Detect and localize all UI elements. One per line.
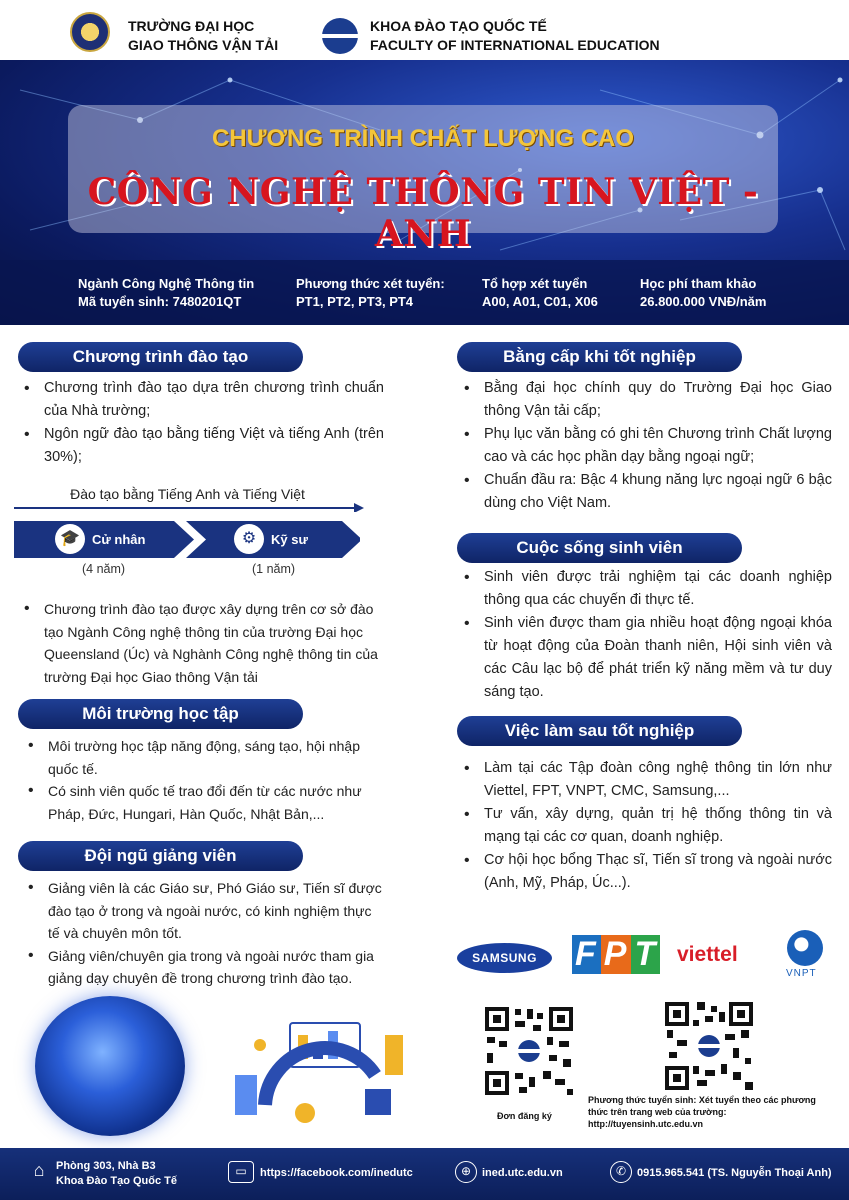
- student-life-bullet-2: • Sinh viên được tham gia nhiều hoạt động ngoại khóa từ hoạt động của Đoàn thanh niên, Hội sinh viên và các Câu lạc bộ để phát triển kỹ năng mềm và tư duy sáng tạo.: [458, 612, 832, 704]
- contact-footer: [0, 1148, 849, 1200]
- degree-bullet-3: • Chuẩn đầu ra: Bậc 4 khung năng lực ngoại ngữ 6 bậc dùng cho Việt Nam.: [458, 469, 832, 515]
- section-heading-faculty: Đội ngũ giảng viên: [18, 841, 303, 871]
- page-header: [0, 0, 849, 60]
- footer-website-link[interactable]: ined.utc.edu.vn: [482, 1167, 563, 1179]
- utc-logo: [70, 12, 110, 52]
- section-heading-student-life: Cuộc sống sinh viên: [457, 533, 742, 563]
- vnpt-logo-mark: [787, 930, 823, 966]
- footer-address-line1: Phòng 303, Nhà B3: [56, 1160, 156, 1172]
- info-major: [78, 275, 254, 311]
- fpt-logo: [572, 935, 660, 974]
- student-life-bullet-1: • Sinh viên được trải nghiệm tại các doanh nghiệp thông qua các chuyến đi thực tế.: [458, 566, 832, 612]
- section-heading-training: Chương trình đào tạo: [18, 342, 303, 372]
- stage-bachelor: Cử nhân: [92, 532, 146, 547]
- faculty-bullet-1: • Giảng viên là các Giáo sư, Phó Giáo sư, Tiến sĩ được đào tạo ở trong và ngoài nước, có kinh nghiệm thực tế và chuyên môn tốt.: [22, 877, 384, 945]
- vnpt-logo-text: VNPT: [786, 968, 817, 979]
- viettel-logo: viettel: [677, 943, 738, 966]
- fie-name-line1: KHOA ĐÀO TẠO QUỐC TẾ: [370, 18, 547, 34]
- stage-engineer: Kỹ sư: [271, 532, 308, 547]
- pathway-arrow: [14, 500, 366, 512]
- info-major-code: Mã tuyển sinh: 7480201QT: [78, 294, 242, 309]
- utc-name-line2: GIAO THÔNG VẬN TẢI: [128, 37, 279, 53]
- phone-icon: ✆: [610, 1161, 632, 1183]
- info-admission-method: [296, 275, 445, 311]
- fpt-letter-f: F: [572, 935, 601, 974]
- environment-bullet-2: • Có sinh viên quốc tế trao đổi đến từ các nước như Pháp, Đức, Hungari, Hàn Quốc, Nhật Bản,...: [22, 780, 384, 825]
- training-bullet-3-block: [18, 598, 384, 688]
- globe-web-icon: ⊕: [455, 1161, 477, 1183]
- info-tuition-value: 26.800.000 VNĐ/năm: [640, 294, 767, 309]
- jobs-bullet-2: • Tư vấn, xây dựng, quản trị hệ thống thông tin và mạng tại các cơ quan, doanh nghiệp.: [458, 803, 832, 849]
- section-heading-degree: Bằng cấp khi tốt nghiệp: [457, 342, 742, 372]
- footer-phone[interactable]: 0915.965.541 (TS. Nguyễn Thoại Anh): [637, 1167, 832, 1179]
- fie-logo: [322, 18, 358, 54]
- fie-name: [370, 17, 660, 55]
- jobs-bullet-3: • Cơ hội học bổng Thạc sĩ, Tiến sĩ trong và ngoài nước (Anh, Mỹ, Pháp, Úc...).: [458, 849, 832, 895]
- section-heading-jobs: Việc làm sau tốt nghiệp: [457, 716, 742, 746]
- facebook-browser-icon: ▭: [228, 1161, 254, 1183]
- jobs-bullet-1: • Làm tại các Tập đoàn công nghệ thông tin lớn như Viettel, FPT, VNPT, CMC, Samsung,...: [458, 757, 832, 803]
- registration-qr-caption: Đơn đăng ký: [497, 1111, 552, 1121]
- environment-bullet-1: • Môi trường học tập năng động, sáng tạo, hội nhập quốc tế.: [22, 735, 384, 780]
- info-tuition: [640, 275, 766, 311]
- training-bullet-2: • Ngôn ngữ đào tạo bằng tiếng Việt và tiếng Anh (trên 30%);: [18, 423, 384, 469]
- fie-name-line2: FACULTY OF INTERNATIONAL EDUCATION: [370, 37, 660, 53]
- faculty-bullet-2: • Giảng viên/chuyên gia trong và ngoài nước tham gia giảng dạy chuyên đề trong chương trình đào tạo.: [22, 945, 384, 990]
- program-title: CÔNG NGHỆ THÔNG TIN VIỆT - ANH: [87, 171, 759, 255]
- footer-address: [56, 1159, 177, 1189]
- training-bullet-3: • Chương trình đào tạo được xây dựng trên cơ sở đào tạo Ngành Công nghệ thông tin của trường Đại học Queensland (Úc) và Nghành Công nghệ thông tin của trường Đại học Giao thông Vận tải: [18, 598, 384, 688]
- info-combo-label: Tổ hợp xét tuyển: [482, 276, 588, 291]
- stage-bachelor-duration: (4 năm): [82, 562, 126, 576]
- pathway-label: Đào tạo bằng Tiếng Anh và Tiếng Việt: [70, 486, 305, 502]
- section-heading-environment: Môi trường học tập: [18, 699, 303, 729]
- info-combo-value: A00, A01, C01, X06: [482, 294, 598, 309]
- program-subtitle: CHƯƠNG TRÌNH CHẤT LƯỢNG CAO: [211, 125, 635, 152]
- jobs-bullets: [458, 757, 832, 895]
- program-info-strip: [0, 260, 849, 325]
- info-method-label: Phương thức xét tuyển:: [296, 276, 445, 291]
- info-method-value: PT1, PT2, PT3, PT4: [296, 294, 414, 309]
- info-subject-combo: [482, 275, 598, 311]
- utc-name: [128, 17, 278, 55]
- title-box: [68, 105, 778, 255]
- training-bullets: [18, 377, 384, 469]
- location-building-icon: ⌂: [33, 1160, 45, 1180]
- utc-name-line1: TRƯỜNG ĐẠI HỌC: [128, 18, 255, 34]
- footer-address-line2: Khoa Đào Tạo Quốc Tế: [56, 1175, 178, 1187]
- info-major-name: Ngành Công Nghệ Thông tin: [78, 276, 255, 291]
- admission-qr-code[interactable]: [663, 1000, 755, 1092]
- engineer-gear-icon: ⚙: [234, 524, 264, 554]
- graduation-cap-icon: 🎓: [55, 524, 85, 554]
- faculty-bullets: [22, 877, 384, 990]
- footer-facebook-link[interactable]: https://facebook.com/inedutc: [260, 1167, 413, 1179]
- student-life-bullets: [458, 566, 832, 704]
- globe-illustration: [35, 996, 185, 1136]
- degree-bullet-1: • Bằng đại học chính quy do Trường Đại học Giao thông Vận tải cấp;: [458, 377, 832, 423]
- stage-engineer-duration: (1 năm): [252, 562, 296, 576]
- fpt-letter-p: P: [601, 935, 632, 974]
- environment-bullets: [22, 735, 384, 825]
- data-analytics-illustration: [205, 1005, 420, 1135]
- info-tuition-label: Học phí tham khảo: [640, 276, 757, 291]
- degree-bullets: [458, 377, 832, 515]
- training-bullet-1: • Chương trình đào tạo dựa trên chương trình chuẩn của Nhà trường;: [18, 377, 384, 423]
- hero-banner: [0, 60, 849, 325]
- registration-qr-code[interactable]: [483, 1005, 575, 1097]
- samsung-logo: SAMSUNG: [457, 943, 552, 973]
- fpt-letter-t: T: [631, 935, 660, 974]
- degree-bullet-2: • Phụ lục văn bằng có ghi tên Chương trình Chất lượng cao và các học phần dạy bằng ngoại ngữ;: [458, 423, 832, 469]
- admission-qr-caption: Phương thức tuyển sinh: Xét tuyển theo các phương thức trên trang web của trường: http://tuyensinh.utc.edu.vn: [588, 1095, 816, 1129]
